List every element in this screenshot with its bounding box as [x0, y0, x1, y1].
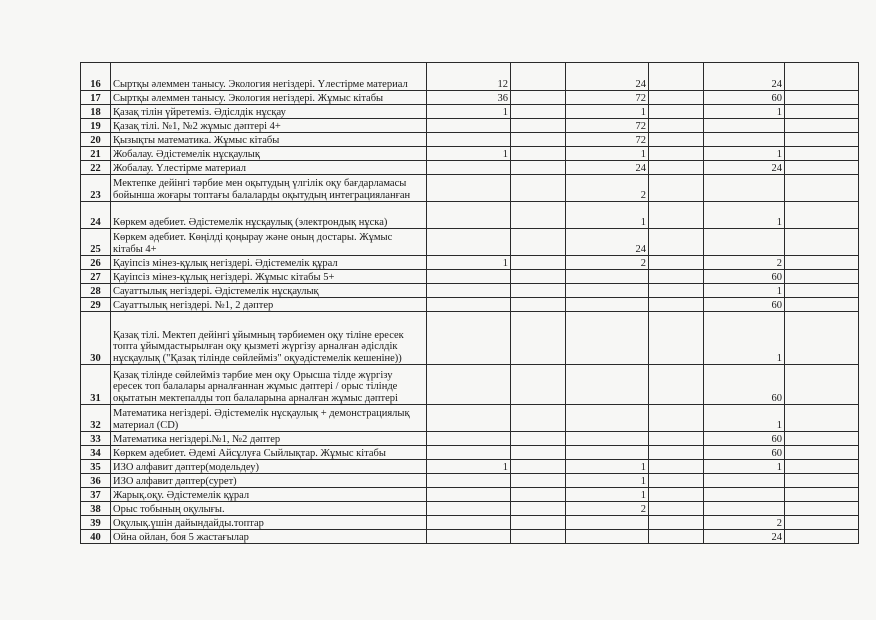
table-row: [81, 202, 859, 229]
value-cell-c: [566, 312, 649, 365]
value-cell-a: [427, 365, 511, 405]
value-cell-c: [566, 284, 649, 298]
value-cell-e: [704, 488, 785, 502]
row-title: Көркем әдебиет. Әдістемелік нұсқаулық (электрондық нұска): [111, 202, 427, 229]
value-cell-c: 72: [566, 133, 649, 147]
table-row: [81, 488, 859, 502]
value-cell-b: [511, 432, 566, 446]
row-title: ИЗО алфавит дәптер(модельдеу): [111, 460, 427, 474]
value-cell-f: [785, 298, 859, 312]
value-cell-c: 1: [566, 488, 649, 502]
row-title: Сауаттылық негіздері. №1, 2 дәптер: [111, 298, 427, 312]
row-number: 35: [81, 460, 111, 474]
value-cell-b: [511, 530, 566, 544]
value-cell-e: 2: [704, 516, 785, 530]
value-cell-b: [511, 147, 566, 161]
row-number: 40: [81, 530, 111, 544]
value-cell-b: [511, 256, 566, 270]
value-cell-d: [649, 175, 704, 202]
value-cell-d: [649, 284, 704, 298]
value-cell-e: 1: [704, 460, 785, 474]
row-number: 20: [81, 133, 111, 147]
value-cell-b: [511, 202, 566, 229]
value-cell-d: [649, 256, 704, 270]
table-row: [81, 175, 859, 202]
table-row: [81, 516, 859, 530]
value-cell-f: [785, 488, 859, 502]
table-row: [81, 365, 859, 405]
row-title: Қазақ тілі. №1, №2 жұмыс дәптері 4+: [111, 119, 427, 133]
value-cell-c: [566, 530, 649, 544]
value-cell-d: [649, 312, 704, 365]
row-number: 36: [81, 474, 111, 488]
table-row: [81, 446, 859, 460]
value-cell-b: [511, 516, 566, 530]
value-cell-d: [649, 229, 704, 256]
value-cell-e: [704, 502, 785, 516]
value-cell-a: [427, 119, 511, 133]
value-cell-a: [427, 516, 511, 530]
value-cell-c: [566, 446, 649, 460]
row-number: 25: [81, 229, 111, 256]
row-title: Көркем әдебиет. Көңілді қоңырау және оның достары. Жұмыс кітабы 4+: [111, 229, 427, 256]
value-cell-e: 24: [704, 530, 785, 544]
row-number: 37: [81, 488, 111, 502]
value-cell-c: [566, 516, 649, 530]
row-number: 30: [81, 312, 111, 365]
table-row: [81, 502, 859, 516]
value-cell-b: [511, 488, 566, 502]
value-cell-c: 2: [566, 175, 649, 202]
table-row: [81, 133, 859, 147]
value-cell-a: [427, 175, 511, 202]
value-cell-a: [427, 405, 511, 432]
value-cell-b: [511, 91, 566, 105]
table-row: [81, 147, 859, 161]
value-cell-d: [649, 502, 704, 516]
value-cell-d: [649, 365, 704, 405]
value-cell-d: [649, 516, 704, 530]
table-row: [81, 91, 859, 105]
value-cell-c: [566, 432, 649, 446]
value-cell-f: [785, 446, 859, 460]
value-cell-f: [785, 175, 859, 202]
table-row: [81, 119, 859, 133]
value-cell-b: [511, 270, 566, 284]
value-cell-f: [785, 63, 859, 91]
value-cell-a: 1: [427, 147, 511, 161]
row-title: Қазақ тілін үйретеміз. Әдіслдік нұсқау: [111, 105, 427, 119]
table-row: [81, 284, 859, 298]
value-cell-a: [427, 488, 511, 502]
table-row: [81, 105, 859, 119]
value-cell-f: [785, 119, 859, 133]
row-title: Қауіпсіз мінез-құлық негіздері. Әдістемелік құрал: [111, 256, 427, 270]
value-cell-e: 1: [704, 312, 785, 365]
value-cell-c: 1: [566, 147, 649, 161]
value-cell-a: 36: [427, 91, 511, 105]
table-row: [81, 312, 859, 365]
value-cell-b: [511, 63, 566, 91]
row-number: 18: [81, 105, 111, 119]
row-number: 28: [81, 284, 111, 298]
value-cell-d: [649, 530, 704, 544]
table-row: [81, 270, 859, 284]
row-title: Ойна ойлан, боя 5 жастағылар: [111, 530, 427, 544]
table-row: [81, 161, 859, 175]
value-cell-f: [785, 256, 859, 270]
row-title: Жобалау. Әдістемелік нұсқаулық: [111, 147, 427, 161]
row-title: Орыс тобының оқулығы.: [111, 502, 427, 516]
value-cell-e: 1: [704, 105, 785, 119]
value-cell-f: [785, 133, 859, 147]
value-cell-a: [427, 446, 511, 460]
value-cell-f: [785, 474, 859, 488]
value-cell-e: 60: [704, 432, 785, 446]
value-cell-c: [566, 270, 649, 284]
table-body: [81, 63, 859, 544]
value-cell-f: [785, 91, 859, 105]
value-cell-f: [785, 105, 859, 119]
value-cell-f: [785, 432, 859, 446]
row-title: ИЗО алфавит дәптер(сурет): [111, 474, 427, 488]
value-cell-f: [785, 147, 859, 161]
value-cell-a: [427, 229, 511, 256]
value-cell-a: 1: [427, 105, 511, 119]
value-cell-e: 1: [704, 284, 785, 298]
row-title: Оқулық.үшін дайындайды.топтар: [111, 516, 427, 530]
value-cell-d: [649, 119, 704, 133]
value-cell-e: [704, 119, 785, 133]
value-cell-c: 1: [566, 460, 649, 474]
value-cell-e: [704, 474, 785, 488]
value-cell-b: [511, 119, 566, 133]
value-cell-a: [427, 133, 511, 147]
value-cell-d: [649, 460, 704, 474]
value-cell-b: [511, 133, 566, 147]
value-cell-f: [785, 270, 859, 284]
row-number: 24: [81, 202, 111, 229]
table-row: [81, 405, 859, 432]
row-number: 38: [81, 502, 111, 516]
value-cell-a: 1: [427, 256, 511, 270]
row-number: 19: [81, 119, 111, 133]
value-cell-e: 1: [704, 202, 785, 229]
value-cell-d: [649, 91, 704, 105]
row-number: 27: [81, 270, 111, 284]
value-cell-d: [649, 298, 704, 312]
value-cell-b: [511, 460, 566, 474]
value-cell-a: [427, 270, 511, 284]
table-row: [81, 460, 859, 474]
value-cell-a: [427, 474, 511, 488]
table-row: [81, 63, 859, 91]
value-cell-e: 24: [704, 161, 785, 175]
row-number: 39: [81, 516, 111, 530]
row-title: Қауіпсіз мінез-құлық негіздері. Жұмыс кітабы 5+: [111, 270, 427, 284]
value-cell-a: [427, 312, 511, 365]
value-cell-c: 72: [566, 119, 649, 133]
value-cell-d: [649, 405, 704, 432]
value-cell-e: 1: [704, 147, 785, 161]
value-cell-b: [511, 229, 566, 256]
row-number: 23: [81, 175, 111, 202]
value-cell-b: [511, 365, 566, 405]
value-cell-e: 2: [704, 256, 785, 270]
value-cell-a: [427, 530, 511, 544]
value-cell-e: [704, 229, 785, 256]
value-cell-c: 2: [566, 256, 649, 270]
value-cell-a: [427, 161, 511, 175]
row-number: 16: [81, 63, 111, 91]
row-title: Сауаттылық негіздері. Әдістемелік нұсқаулық: [111, 284, 427, 298]
value-cell-a: [427, 284, 511, 298]
table-row: [81, 432, 859, 446]
value-cell-f: [785, 161, 859, 175]
value-cell-d: [649, 474, 704, 488]
value-cell-b: [511, 298, 566, 312]
value-cell-f: [785, 365, 859, 405]
table-row: [81, 229, 859, 256]
value-cell-a: 12: [427, 63, 511, 91]
value-cell-c: [566, 365, 649, 405]
value-cell-b: [511, 474, 566, 488]
value-cell-c: 24: [566, 63, 649, 91]
row-number: 29: [81, 298, 111, 312]
value-cell-f: [785, 516, 859, 530]
row-number: 22: [81, 161, 111, 175]
value-cell-e: 60: [704, 270, 785, 284]
value-cell-c: [566, 405, 649, 432]
value-cell-e: 24: [704, 63, 785, 91]
table-row: [81, 256, 859, 270]
value-cell-d: [649, 147, 704, 161]
value-cell-b: [511, 405, 566, 432]
row-title: Қазақ тілінде сөйлейміз тәрбие мен оқу Орысша тілде жүргізу ересек топ балалары арналғаннан жұмыс дәптері / орыс тілінде оқытатын мектепалды топ балаларына арналған жұмыс дәптері: [111, 365, 427, 405]
row-title: Мектепке дейінгі тәрбие мен оқытудың үлгілік оқу бағдарламасы бойынша жоғары топтағы балаларды оқытудың интеграцияланған: [111, 175, 427, 202]
value-cell-b: [511, 446, 566, 460]
value-cell-c: 2: [566, 502, 649, 516]
row-number: 26: [81, 256, 111, 270]
value-cell-e: 60: [704, 446, 785, 460]
value-cell-a: [427, 502, 511, 516]
value-cell-e: [704, 175, 785, 202]
value-cell-d: [649, 133, 704, 147]
row-title: Қызықты математика. Жұмыс кітабы: [111, 133, 427, 147]
row-title: Жобалау. Үлестірме материал: [111, 161, 427, 175]
value-cell-b: [511, 175, 566, 202]
row-number: 32: [81, 405, 111, 432]
table-row: [81, 474, 859, 488]
row-number: 31: [81, 365, 111, 405]
value-cell-c: 72: [566, 91, 649, 105]
value-cell-d: [649, 432, 704, 446]
value-cell-c: 1: [566, 105, 649, 119]
value-cell-c: [566, 298, 649, 312]
value-cell-f: [785, 460, 859, 474]
value-cell-a: 1: [427, 460, 511, 474]
row-title: Математика негіздері. Әдістемелік нұсқаулық + демонстрациялық материал (CD): [111, 405, 427, 432]
value-cell-f: [785, 202, 859, 229]
value-cell-b: [511, 284, 566, 298]
value-cell-c: 1: [566, 202, 649, 229]
row-title: Көркем әдебиет. Әдемі Айсұлуға Сыйлықтар. Жұмыс кітабы: [111, 446, 427, 460]
value-cell-b: [511, 105, 566, 119]
table-row: [81, 298, 859, 312]
value-cell-b: [511, 312, 566, 365]
table-row: [81, 530, 859, 544]
row-number: 34: [81, 446, 111, 460]
row-title: Сыртқы әлеммен танысу. Экология негіздері. Үлестірме материал: [111, 63, 427, 91]
value-cell-e: [704, 133, 785, 147]
value-cell-d: [649, 63, 704, 91]
value-cell-a: [427, 202, 511, 229]
row-title: Сыртқы әлеммен танысу. Экология негіздері. Жұмыс кітабы: [111, 91, 427, 105]
row-title: Жарық.оқу. Әдістемелік құрал: [111, 488, 427, 502]
value-cell-d: [649, 446, 704, 460]
row-number: 21: [81, 147, 111, 161]
row-title: Қазақ тілі. Мектеп дейінгі ұйымның тәрбиемен оқу тіліне ересек топта ұйымдастырылған оқу қызметі жүргізу арналған әдіслдік нұсқаулық ("Қазақ тілінде сөйлейміз" оқуәдістемелік кешеніне)): [111, 312, 427, 365]
row-number: 33: [81, 432, 111, 446]
value-cell-f: [785, 312, 859, 365]
value-cell-c: 1: [566, 474, 649, 488]
value-cell-d: [649, 161, 704, 175]
value-cell-a: [427, 298, 511, 312]
value-cell-f: [785, 502, 859, 516]
row-number: 17: [81, 91, 111, 105]
value-cell-f: [785, 405, 859, 432]
value-cell-e: 60: [704, 298, 785, 312]
value-cell-d: [649, 105, 704, 119]
value-cell-b: [511, 161, 566, 175]
value-cell-c: 24: [566, 161, 649, 175]
value-cell-d: [649, 270, 704, 284]
value-cell-c: 24: [566, 229, 649, 256]
value-cell-e: 60: [704, 91, 785, 105]
value-cell-e: 60: [704, 365, 785, 405]
value-cell-a: [427, 432, 511, 446]
value-cell-d: [649, 488, 704, 502]
row-title: Математика негіздері.№1, №2 дәптер: [111, 432, 427, 446]
value-cell-b: [511, 502, 566, 516]
value-cell-f: [785, 284, 859, 298]
value-cell-e: 1: [704, 405, 785, 432]
document-table: [80, 62, 859, 544]
value-cell-f: [785, 229, 859, 256]
value-cell-d: [649, 202, 704, 229]
value-cell-f: [785, 530, 859, 544]
